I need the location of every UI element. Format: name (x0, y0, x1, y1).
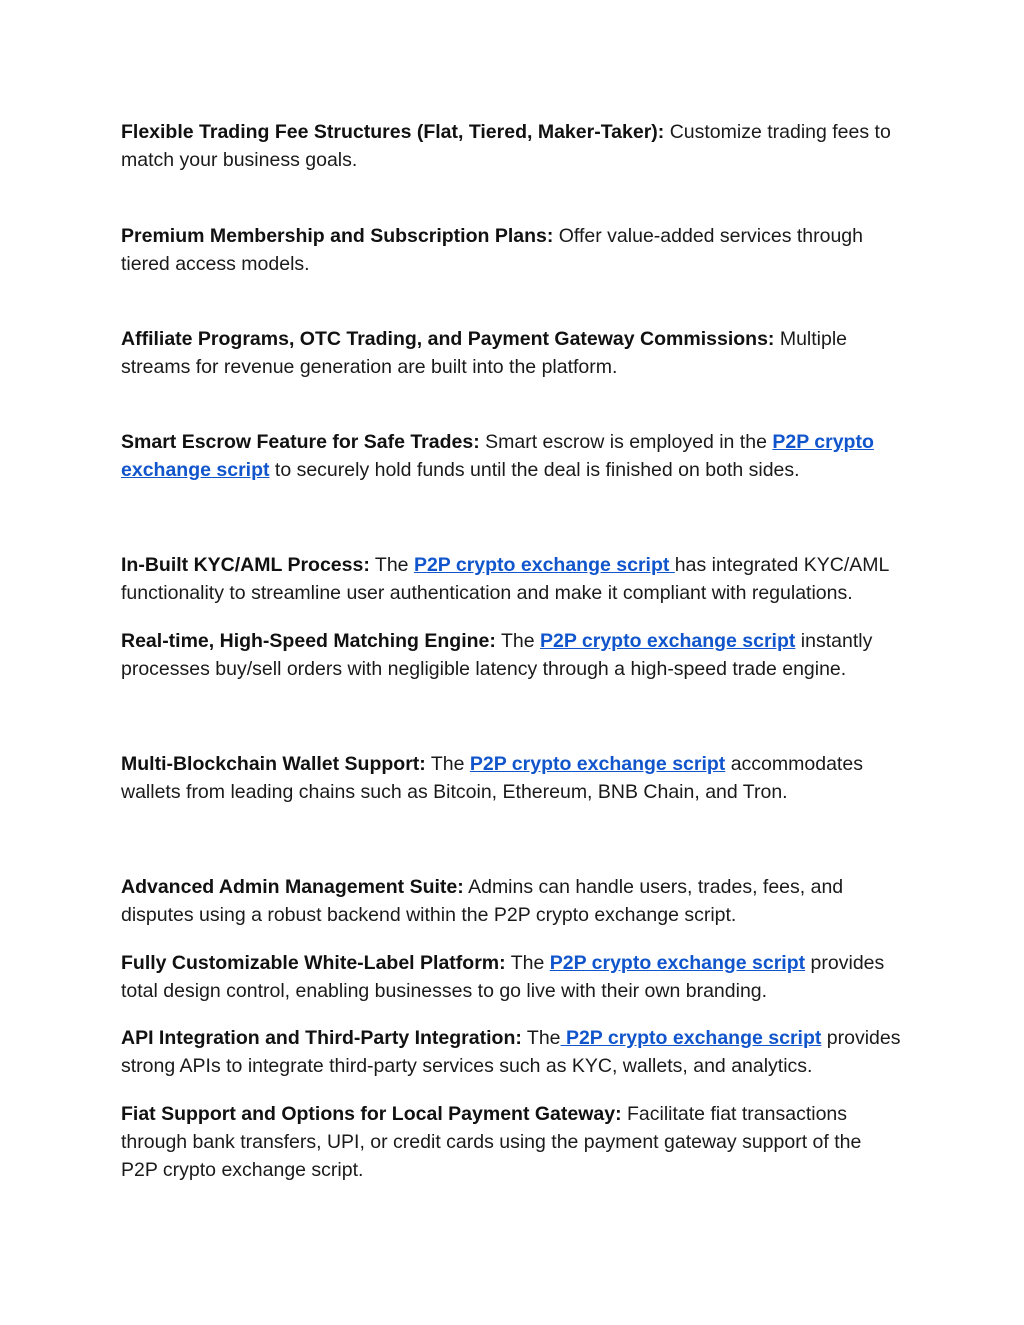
paragraph-affiliate-programs (121, 325, 901, 381)
paragraph-heading: Affiliate Programs, OTC Trading, and Payment Gateway Commissions: (121, 328, 775, 350)
paragraph-wallet-support (121, 750, 901, 806)
paragraph-text: Facilitate fiat transactions through bank transfers, UPI, or credit cards using the payment gateway support of the P2P crypto exchange script. (121, 1103, 862, 1181)
paragraph-smart-escrow (121, 428, 901, 484)
paragraph-heading: Real-time, High-Speed Matching Engine: (121, 630, 496, 652)
paragraph-text: The (495, 630, 540, 652)
paragraph-heading: API Integration and Third-Party Integration: (121, 1027, 522, 1049)
paragraph-heading: Fully Customizable White-Label Platform: (121, 952, 506, 974)
paragraph-text: provides total design control, enabling businesses to go live with their own branding. (121, 952, 885, 1002)
paragraph-heading: Smart Escrow Feature for Safe Trades: (121, 431, 480, 453)
paragraph-text: instantly processes buy/sell orders with negligible latency through a high-speed trade engine. (121, 630, 873, 680)
paragraph-heading: Flexible Trading Fee Structures (Flat, Tiered, Maker-Taker): (121, 121, 665, 143)
p2p-script-link[interactable]: P2P crypto exchange script (560, 1027, 822, 1049)
paragraph-heading: In-Built KYC/AML Process: (121, 554, 370, 576)
paragraph-text: has integrated KYC/AML functionality to streamline user authentication and make it compliant with regulations. (121, 554, 889, 604)
paragraph-trading-fee-structures (121, 118, 901, 174)
paragraph-text: Smart escrow is employed in the (479, 431, 773, 453)
paragraph-text: Admins can handle users, trades, fees, and disputes using a robust backend within the P2P crypto exchange script. (121, 876, 844, 926)
paragraph-text: Multiple streams for revenue generation are built into the platform. (121, 328, 848, 378)
paragraph-matching-engine (121, 627, 901, 683)
paragraph-heading: Fiat Support and Options for Local Payment Gateway: (121, 1103, 622, 1125)
p2p-script-link[interactable]: P2P crypto exchange script (469, 753, 726, 775)
paragraph-fiat-support (121, 1100, 901, 1184)
p2p-script-link[interactable]: P2P crypto exchange script (549, 952, 806, 974)
p2p-script-link[interactable]: P2P crypto exchange script (121, 431, 874, 481)
paragraph-text: The (521, 1027, 561, 1049)
paragraph-heading: Multi-Blockchain Wallet Support: (121, 753, 426, 775)
paragraph-text: The (425, 753, 470, 775)
paragraph-text: The (505, 952, 550, 974)
p2p-script-link[interactable]: P2P crypto exchange script (539, 630, 796, 652)
paragraph-white-label (121, 949, 901, 1005)
paragraph-premium-membership (121, 222, 901, 278)
paragraph-text: The (369, 554, 414, 576)
p2p-script-link[interactable]: P2P crypto exchange script (413, 554, 675, 576)
paragraph-text: accommodates wallets from leading chains such as Bitcoin, Ethereum, BNB Chain, and Tron. (121, 753, 863, 803)
paragraph-kyc-aml (121, 551, 901, 607)
paragraph-text: Offer value-added services through tiered access models. (121, 225, 863, 275)
paragraph-api-integration (121, 1024, 901, 1080)
paragraph-text: provides strong APIs to integrate third-party services such as KYC, wallets, and analytics. (121, 1027, 901, 1077)
paragraph-heading: Premium Membership and Subscription Plans: (121, 225, 554, 247)
paragraph-text: to securely hold funds until the deal is finished on both sides. (269, 459, 800, 481)
paragraph-admin-suite (121, 873, 901, 929)
paragraph-text: Customize trading fees to match your business goals. (121, 121, 891, 171)
paragraph-heading: Advanced Admin Management Suite: (121, 876, 464, 898)
